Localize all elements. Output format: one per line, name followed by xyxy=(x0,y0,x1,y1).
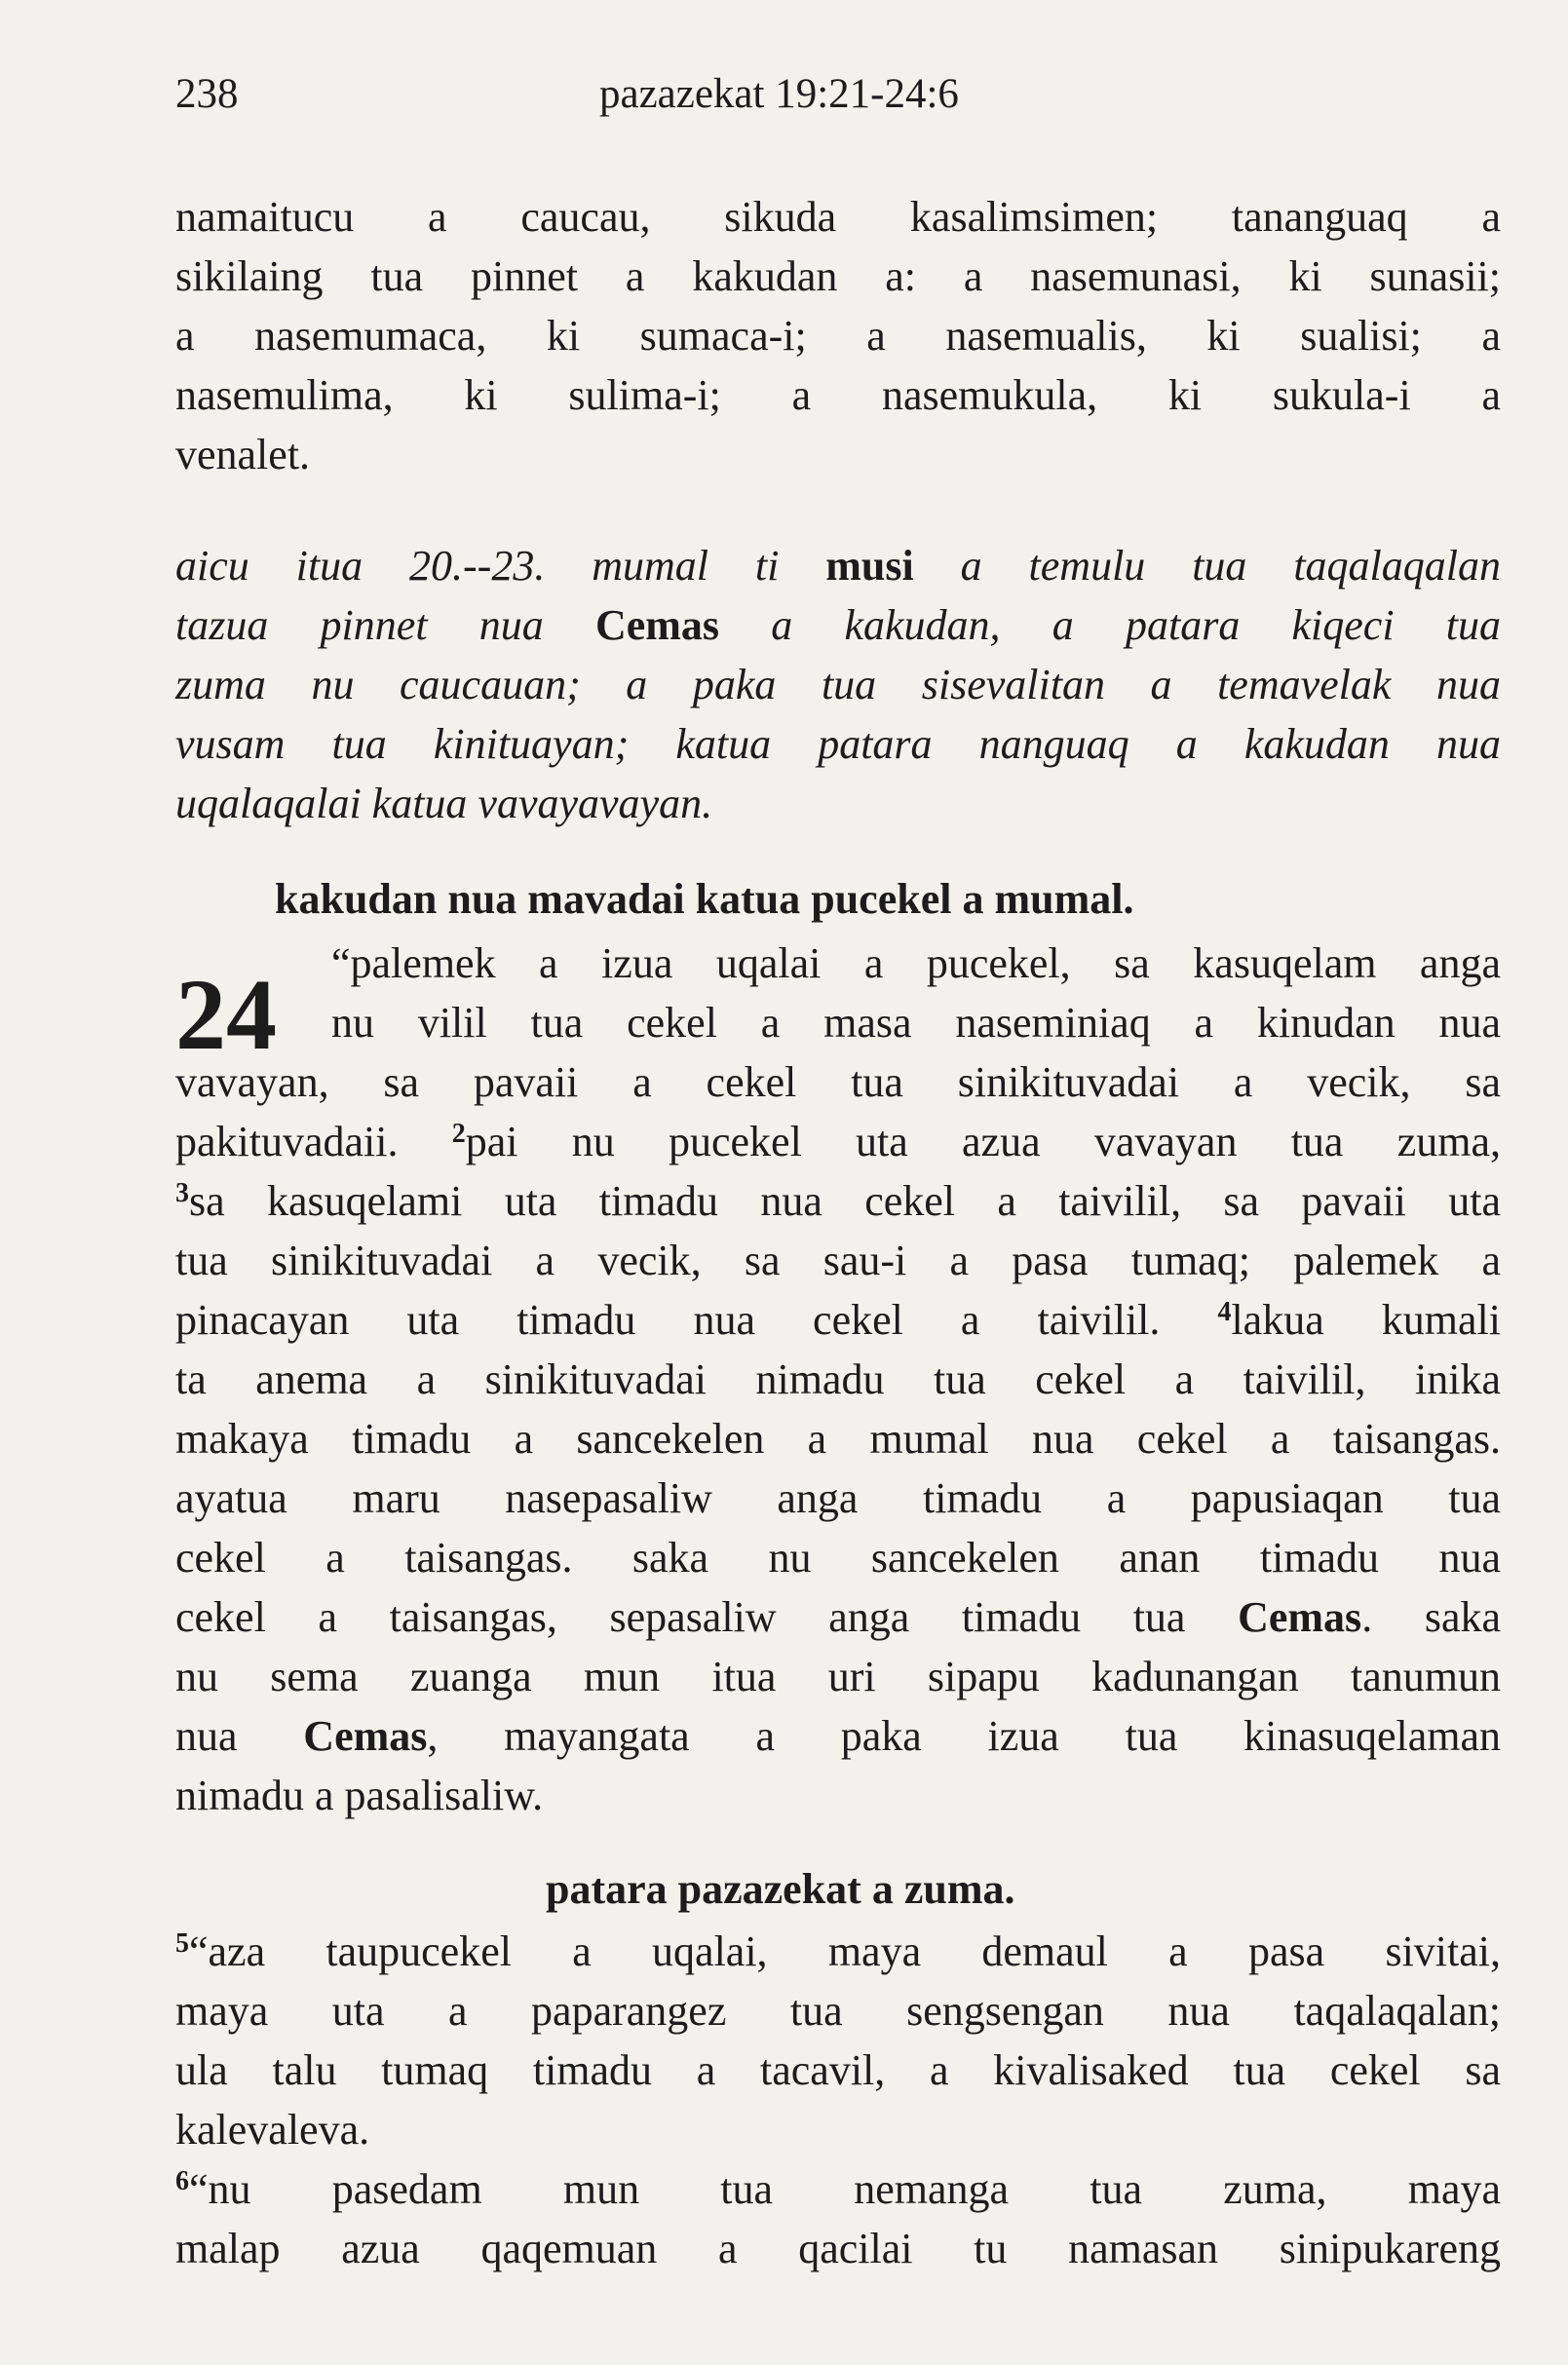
text-line: namaitucu a caucau, sikuda kasalimsimen; tananguaq a xyxy=(175,193,1501,241)
text-line: ta anema a sinikituvadai nimadu tua cekel a taivilil, inika xyxy=(175,1355,1501,1403)
editorial-note xyxy=(175,536,1501,833)
text-line: zuma nu caucauan; a paka tua sisevalitan a temavelak nua xyxy=(175,661,1501,708)
text-line: nu vilil tua cekel a masa naseminiaq a kinudan nua xyxy=(331,999,1501,1047)
page-number: 238 xyxy=(175,71,239,117)
page-header xyxy=(175,70,1422,129)
verse-number: 5 xyxy=(175,1928,189,1959)
text-line: “palemek a izua uqalai a pucekel, sa kasuqelam anga xyxy=(331,939,1501,987)
text-line: kalevaleva. xyxy=(175,2106,370,2154)
text-line: a nasemumaca, ki sumaca-i; a nasemualis, ki sualisi; a xyxy=(175,312,1501,360)
text-line: cekel a taisangas, sepasaliw anga timadu tua Cemas. saka xyxy=(175,1593,1501,1641)
section-heading: patara pazazekat a zuma. xyxy=(546,1865,1015,1913)
running-head: pazazekat 19:21-24:6 xyxy=(599,71,959,117)
text-line: pakituvadaii. $^2$pai nu pucekel uta azua vavayan tua zuma, xyxy=(175,1118,1501,1165)
text-line: $^3$sa kasuqelami uta timadu nua cekel a taivilil, sa pavaii uta xyxy=(175,1177,1501,1225)
text-line: vavayan, sa pavaii a cekel tua sinikituvadai a vecik, sa xyxy=(175,1058,1501,1106)
text-line: malap azua qaqemuan a qacilai tu namasan sinipukareng xyxy=(175,2225,1501,2272)
verse-number: 4 xyxy=(1217,1297,1232,1327)
verse-number: 6 xyxy=(175,2166,189,2196)
text-line: cekel a taisangas. saka nu sancekelen anan timadu nua xyxy=(175,1534,1501,1582)
chapter-number: 24 xyxy=(175,959,277,1071)
text-line: vusam tua kinituayan; katua patara nanguaq a kakudan nua xyxy=(175,720,1501,768)
text-line: venalet. xyxy=(175,431,311,478)
text-line: ayatua maru nasepasaliw anga timadu a papusiaqan tua xyxy=(175,1474,1501,1522)
text-line: nasemulima, ki sulima-i; a nasemukula, ki sukula-i a xyxy=(175,371,1501,419)
text-line: nu sema zuanga mun itua uri sipapu kadunangan tanumun xyxy=(175,1653,1501,1700)
verse-number: 2 xyxy=(451,1119,466,1149)
text-line: $^6$“nu pasedam mun tua nemanga tua zuma, maya xyxy=(175,2165,1501,2213)
section-heading: kakudan nua mavadai katua pucekel a mumal. xyxy=(275,875,1134,923)
text-line: pinacayan uta timadu nua cekel a taivilil. $^4$lakua kumali xyxy=(175,1296,1501,1344)
text-line: tazua pinnet nua Cemas a kakudan, a patara kiqeci tua xyxy=(175,601,1502,649)
verse-number: 3 xyxy=(175,1178,189,1208)
text-line: $^5$“aza taupucekel a uqalai, maya demaul a pasa sivitai, xyxy=(175,1927,1501,1975)
verse-6-paragraph xyxy=(175,2159,1501,2278)
text-line: nimadu a pasalisaliw. xyxy=(175,1772,544,1819)
top-paragraph xyxy=(175,187,1501,484)
text-line: uqalaqalai katua vavayavayan. xyxy=(175,780,713,827)
text-line: makaya timadu a sancekelen a mumal nua cekel a taisangas. xyxy=(175,1415,1501,1463)
text-line: ula talu tumaq timadu a tacavil, a kivalisaked tua cekel sa xyxy=(175,2046,1501,2094)
verse-5-paragraph xyxy=(175,1922,1501,2159)
text-line: aicu itua 20.--23. mumal ti musi a temulu tua taqalaqalan xyxy=(175,542,1501,590)
text-line: tua sinikituvadai a vecik, sa sau-i a pasa tumaq; palemek a xyxy=(175,1237,1501,1284)
text-line: sikilaing tua pinnet a kakudan a: a nasemunasi, ki sunasii; xyxy=(175,252,1501,300)
text-line: maya uta a paparangez tua sengsengan nua taqalaqalan; xyxy=(175,1987,1501,2035)
text-line: nua Cemas, mayangata a paka izua tua kinasuqelaman xyxy=(175,1712,1502,1760)
chapter-text xyxy=(175,934,1501,1825)
